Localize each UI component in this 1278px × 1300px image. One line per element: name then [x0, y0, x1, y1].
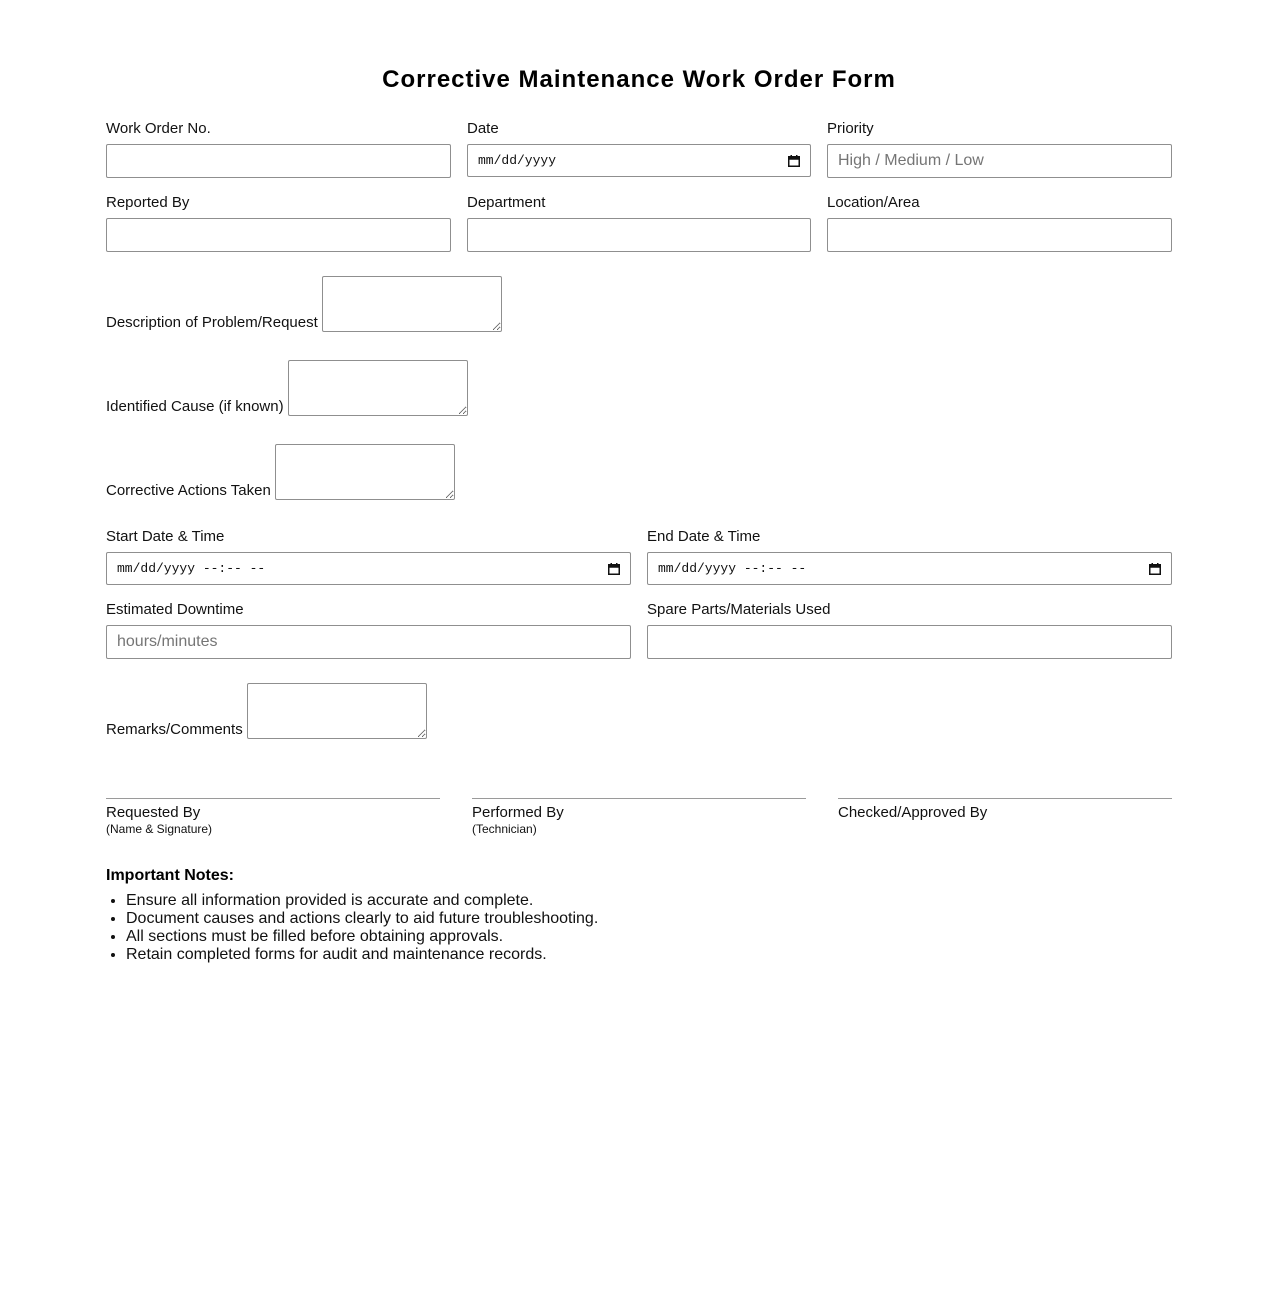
spare-parts-input[interactable]: [647, 625, 1172, 659]
description-row: [106, 276, 502, 332]
signature-line: [838, 798, 1172, 799]
calendar-icon[interactable]: [1149, 563, 1161, 575]
checked-by-title: Checked/Approved By: [838, 804, 988, 821]
actions-row: [106, 444, 455, 500]
actions-label: Corrective Actions Taken: [106, 482, 271, 499]
location-input[interactable]: [827, 218, 1172, 252]
row-identification: [106, 120, 1172, 178]
department-label: Department: [467, 194, 546, 211]
work-order-no-input[interactable]: [106, 144, 451, 178]
remarks-textarea[interactable]: [247, 683, 427, 739]
performed-by-signature: [472, 798, 806, 837]
start-datetime-label: Start Date & Time: [106, 528, 225, 545]
form-title: Corrective Maintenance Work Order Form: [382, 66, 896, 93]
note-item: • All sections must be filled before obtaining approvals.: [126, 928, 1172, 946]
reported-by-input[interactable]: [106, 218, 451, 252]
actions-textarea[interactable]: [275, 444, 455, 500]
date-group: [467, 120, 811, 178]
requested-by-subtitle: (Name & Signature): [106, 822, 213, 836]
calendar-icon[interactable]: [788, 155, 800, 167]
remarks-label: Remarks/Comments: [106, 721, 243, 738]
remarks-row: [106, 683, 427, 739]
downtime-label: Estimated Downtime: [106, 601, 244, 618]
requested-by-signature: [106, 798, 440, 837]
end-datetime-label: End Date & Time: [647, 528, 761, 545]
description-textarea[interactable]: [322, 276, 502, 332]
date-placeholder: mm/dd/yyyy: [478, 153, 557, 168]
reported-by-label: Reported By: [106, 194, 190, 211]
work-order-no-label: Work Order No.: [106, 120, 211, 137]
note-item: • Document causes and actions clearly to aid future troubleshooting.: [126, 910, 1172, 928]
performed-by-title: Performed By: [472, 804, 564, 821]
date-label: Date: [467, 120, 499, 137]
notes-title: Important Notes:: [106, 867, 234, 884]
checked-by-signature: [838, 798, 1172, 837]
start-datetime-placeholder: mm/dd/yyyy --:-- --: [117, 561, 266, 576]
spare-parts-group: [647, 601, 1172, 659]
row-downtime-parts: [106, 601, 1172, 659]
date-input[interactable]: [467, 144, 811, 177]
performed-by-subtitle: (Technician): [472, 822, 537, 836]
row-datetime: [106, 528, 1172, 585]
end-datetime-group: [647, 528, 1172, 585]
requested-by-title: Requested By: [106, 804, 201, 821]
signature-line: [106, 798, 440, 799]
signature-line: [472, 798, 806, 799]
downtime-group: [106, 601, 631, 659]
row-reporting: [106, 194, 1172, 252]
start-datetime-group: [106, 528, 631, 585]
start-datetime-input[interactable]: [106, 552, 631, 585]
description-label: Description of Problem/Request: [106, 314, 318, 331]
priority-group: [827, 120, 1172, 178]
cause-label: Identified Cause (if known): [106, 398, 284, 415]
cause-textarea[interactable]: [288, 360, 468, 416]
note-item: • Retain completed forms for audit and maintenance records.: [126, 946, 1172, 964]
work-order-no-group: [106, 120, 451, 178]
reported-by-group: [106, 194, 451, 252]
department-group: [467, 194, 811, 252]
spare-parts-label: Spare Parts/Materials Used: [647, 601, 831, 618]
end-datetime-placeholder: mm/dd/yyyy --:-- --: [658, 561, 807, 576]
location-group: [827, 194, 1172, 252]
notes-list: [106, 892, 1172, 964]
department-input[interactable]: [467, 218, 811, 252]
note-item: • Ensure all information provided is accurate and complete.: [126, 892, 1172, 910]
cause-row: [106, 360, 468, 416]
calendar-icon[interactable]: [608, 563, 620, 575]
priority-label: Priority: [827, 120, 874, 137]
important-notes: [106, 866, 1172, 964]
signature-section: [106, 798, 1172, 837]
downtime-input[interactable]: [106, 625, 631, 659]
location-label: Location/Area: [827, 194, 920, 211]
end-datetime-input[interactable]: [647, 552, 1172, 585]
priority-input[interactable]: [827, 144, 1172, 178]
